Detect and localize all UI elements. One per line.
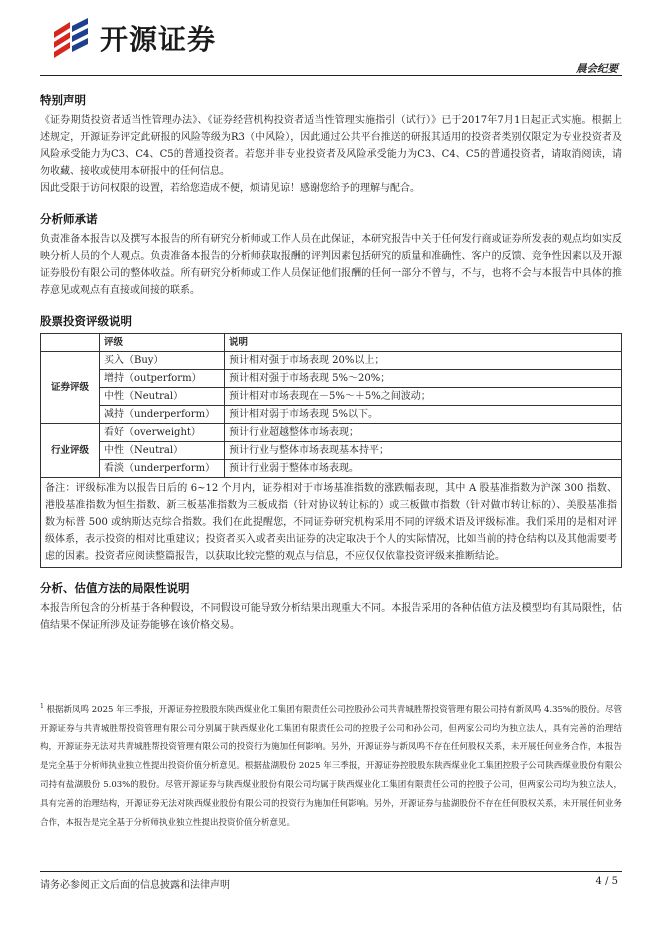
- table-row: [41, 424, 622, 442]
- rating-table: [40, 333, 622, 568]
- valuation-limits-title: 分析、估值方法的局限性说明: [40, 581, 190, 595]
- rating-desc: 预计相对强于市场表现 5%～20%；: [225, 370, 622, 388]
- special-statement-paragraph-1: 《证券期货投资者适当性管理办法》、《证券经营机构投资者适当性管理实施指引（试行）》已于2017年7月1日起正式实施。根据上述规定，开源证券评定此研报的风险等级为R3（中风险），因此通过公共平台推送的研报其适用的投资者类别仅限定为专业投资者及风险承受能力为C3、C4、C5的普通投资者。若您并非专业投资者及风险承受能力为C3、C4、C5的普通投资者，请取消阅读，请勿收藏、接收或使用本研报中的任何信息。: [40, 115, 622, 177]
- rating-level: 中性（Neutral）: [100, 442, 225, 460]
- table-row: [41, 388, 622, 406]
- main-content: [40, 92, 622, 644]
- rating-header-desc: 说明: [225, 334, 622, 352]
- kaiyuan-logo-icon: [50, 18, 94, 58]
- rating-note-row: [41, 478, 622, 568]
- analyst-commitment-section: [40, 211, 622, 299]
- footer-disclaimer: 请务必参阅正文后面的信息披露和法律声明: [40, 880, 230, 891]
- table-row: [41, 352, 622, 370]
- rating-level: 增持（outperform）: [100, 370, 225, 388]
- rating-section: [40, 313, 622, 568]
- page-header: [0, 0, 662, 78]
- footnote: [40, 698, 622, 832]
- rating-desc: 预计行业与整体市场表现基本持平；: [225, 442, 622, 460]
- stock-rating-category: 证券评级: [41, 352, 100, 424]
- analyst-commitment-paragraph: 负责准备本报告以及撰写本报告的所有研究分析师或工作人员在此保证，本研究报告中关于任何发行商或证券所发表的观点均如实反映分析人员的个人观点。负责准备本报告的分析师获取报酬的评判因素包括研究的质量和准确性、客户的反馈、竞争性因素以及开源证券股份有限公司的整体收益。所有研究分析师或工作人员保证他们报酬的任何一部分不曾与，不与，也将不会与本报告中具体的推荐意见或观点有直接或间接的联系。: [40, 234, 622, 296]
- rating-desc: 预计相对弱于市场表现 5%以下。: [225, 406, 622, 424]
- header-divider: [40, 75, 622, 76]
- rating-note: 备注：评级标准为以报告日后的 6~12 个月内，证券相对于市场基准指数的涨跌幅表现，其中 A 股基准指数为沪深 300 指数、港股基准指数为恒生指数、新三板基准指数为三板成指（针对协议转让标的）或三板做市指数（针对做市转让标的）、美股基准指数为标普 500 或纳斯达克综合指数。我们在此提醒您，不同证券研究机构采用不同的评级术语及评级标准。我们采用的是相对评级体系，表示投资的相对比重建议；投资者买入或者卖出证券的决定取决于个人的实际情况，比如当前的持仓结构以及其他需要考虑的因素。投资者应阅读整篇报告，以获取比较完整的观点与信息，不应仅仅依靠投资评级来推断结论。: [41, 478, 622, 568]
- rating-header-row: [41, 334, 622, 352]
- rating-header-blank: [41, 334, 100, 352]
- rating-header-level: 评级: [100, 334, 225, 352]
- rating-level: 减持（underperform）: [100, 406, 225, 424]
- table-row: [41, 406, 622, 424]
- rating-desc: 预计相对强于市场表现 20%以上；: [225, 352, 622, 370]
- industry-rating-category: 行业评级: [41, 424, 100, 478]
- valuation-limits-paragraph: 本报告所包含的分析基于各种假设，不同假设可能导致分析结果出现重大不同。本报告采用的各种估值方法及模型均有其局限性，估值结果不保证所涉及证券能够在该价格交易。: [40, 603, 622, 631]
- footer-divider: [40, 871, 622, 872]
- logo-text: 开源证券: [100, 23, 217, 56]
- table-row: [41, 370, 622, 388]
- special-statement-paragraph-2: 因此受限于访问权限的设置，若给您造成不便，烦请见谅！感谢您给予的理解与配合。: [40, 183, 420, 194]
- rating-desc: 预计行业超越整体市场表现；: [225, 424, 622, 442]
- rating-desc: 预计行业弱于整体市场表现。: [225, 460, 622, 478]
- rating-desc: 预计相对市场表现在－5%～＋5%之间波动；: [225, 388, 622, 406]
- rating-level: 中性（Neutral）: [100, 388, 225, 406]
- company-logo: [50, 18, 216, 58]
- special-statement-section: [40, 92, 622, 197]
- rating-title: 股票投资评级说明: [40, 314, 132, 328]
- table-row: [41, 442, 622, 460]
- rating-level: 买入（Buy）: [100, 352, 225, 370]
- special-statement-title: 特别声明: [40, 93, 86, 107]
- doc-type-label: 晨会纪要: [576, 63, 618, 75]
- footnote-marker: 1: [40, 703, 44, 710]
- footnote-text: 根据新凤鸣 2025 年三季报，开源证券控股股东陕西煤业化工集团有限责任公司控股孙公司共青城胜帮投资管理有限公司持有新凤鸣 4.35%的股份。尽管开源证券与共青城胜帮投资管理有限公司分别属于陕西煤业化工集团有限责任公司的控股子公司和孙公司，但两家公司均为独立法人，具有完善的治理结构，开源证券无法对共青城胜帮投资管理有限公司的投资行为施加任何影响。另外，开源证券与新凤鸣不存在任何股权关系，未开展任何业务合作，本报告是完全基于分析师执业独立性提出投资价值分析意见。根据盐湖股份 2025 年三季报，开源证券控股股东陕西煤业化工集团控股子公司陕西煤业股份有限公司持有盐湖股份 5.03%的股份。尽管开源证券与陕西煤业股份有限公司均属于陕西煤业化工集团有限责任公司的控股子公司，但两家公司均为独立法人，具有完善的治理结构，开源证券无法对陕西煤业股份有限公司的投资行为施加任何影响。另外，开源证券与盐湖股份不存在任何股权关系，未开展任何业务合作，本报告是完全基于分析师执业独立性提出投资价值分析意见。: [40, 704, 623, 828]
- rating-level: 看好（overweight）: [100, 424, 225, 442]
- table-row: [41, 460, 622, 478]
- valuation-limits-section: [40, 580, 622, 634]
- analyst-commitment-title: 分析师承诺: [40, 212, 98, 226]
- page-number: 4 / 5: [595, 876, 618, 887]
- rating-level: 看淡（underperform）: [100, 460, 225, 478]
